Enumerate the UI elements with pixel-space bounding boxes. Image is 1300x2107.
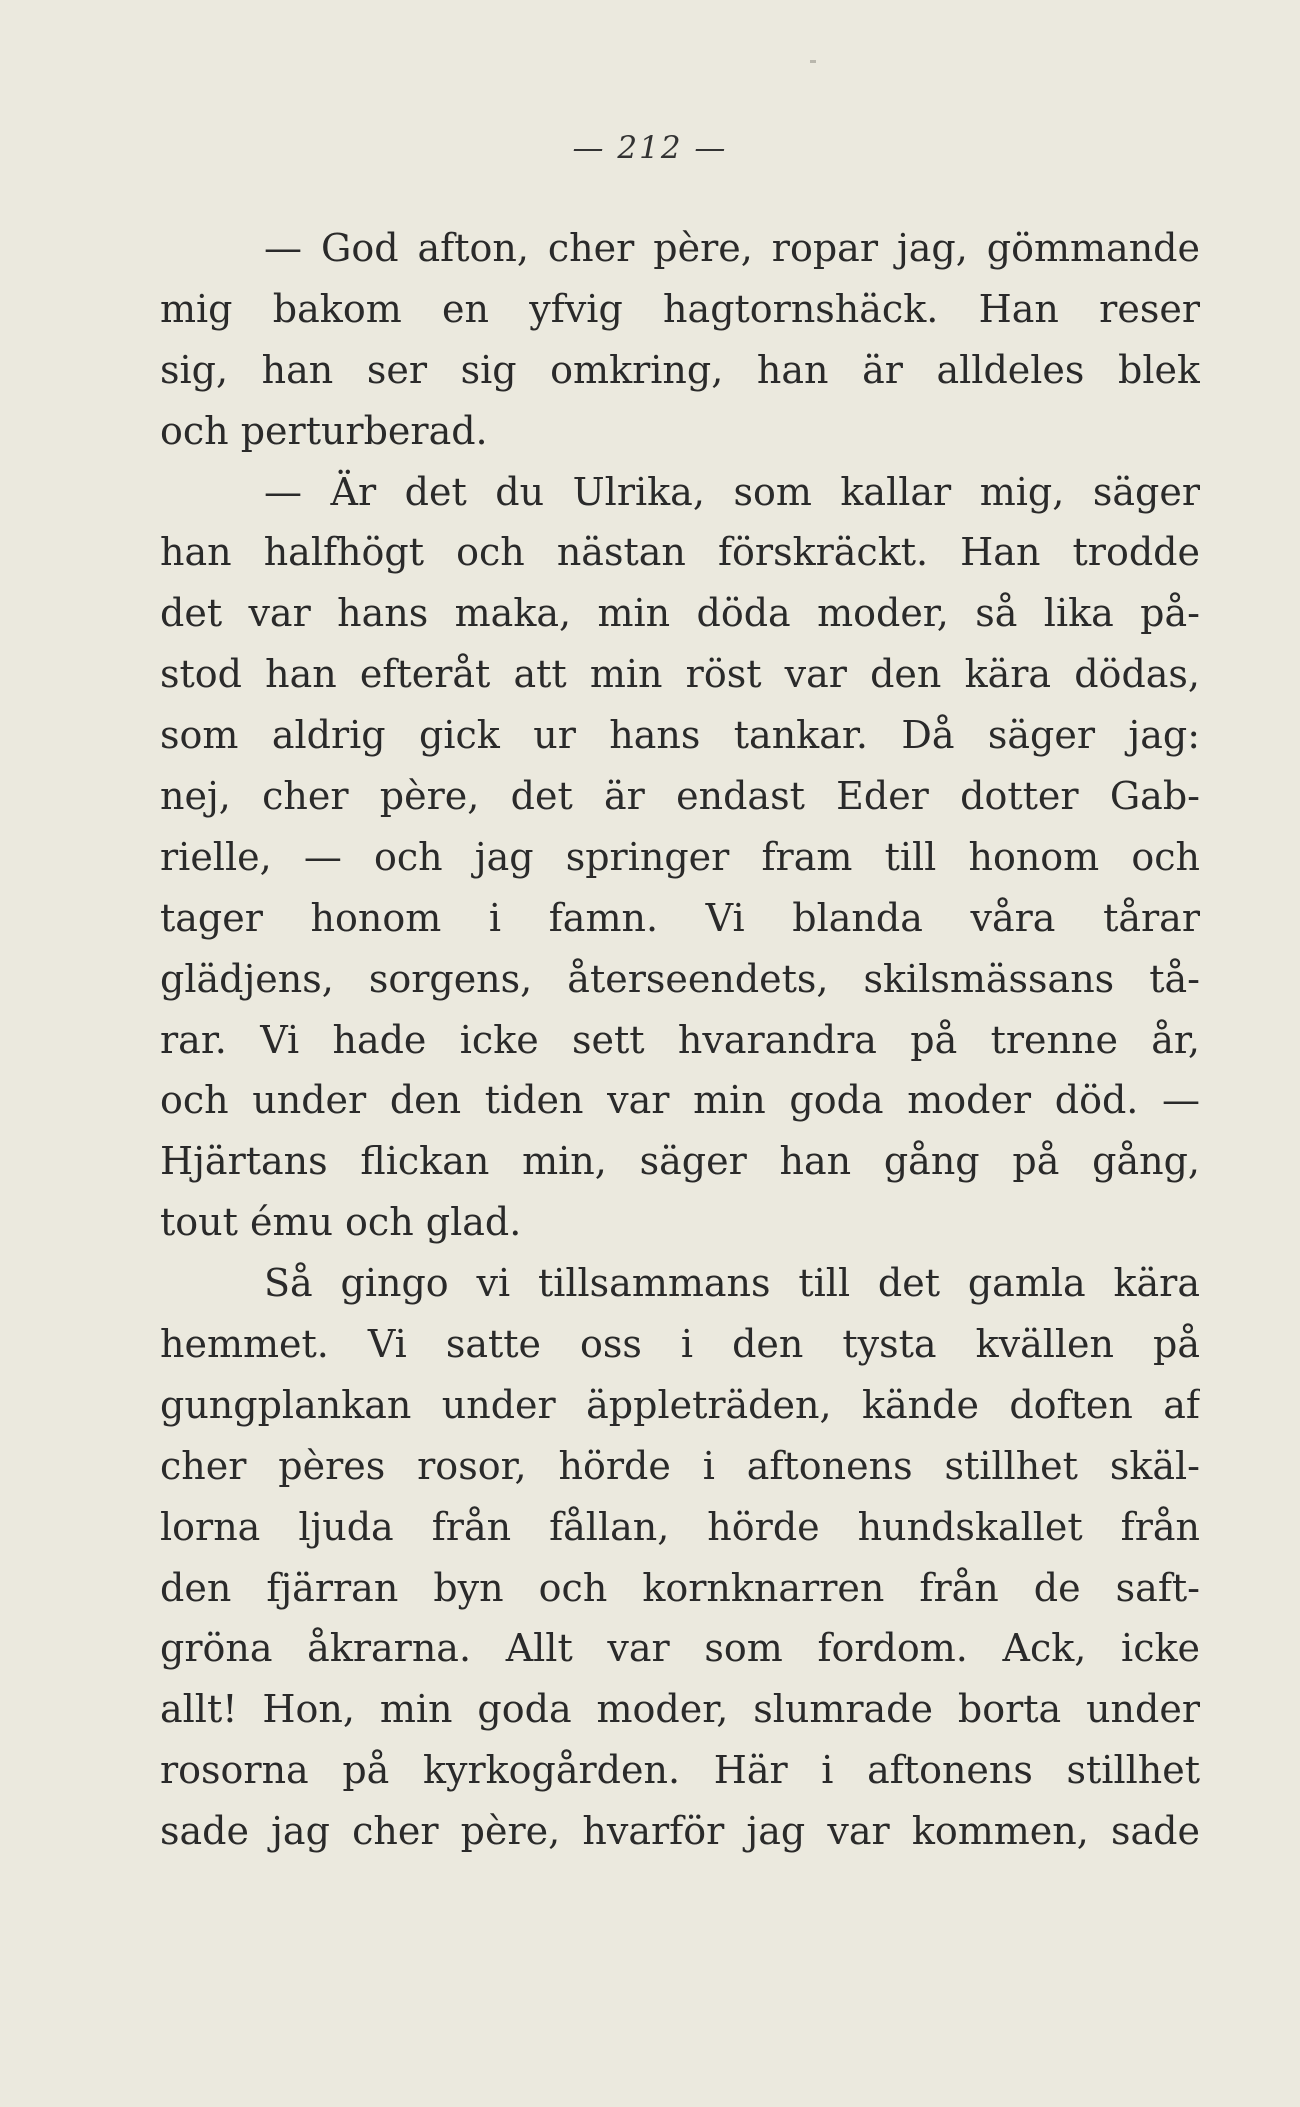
text-line: Hjärtans flickan min, säger han gång på gång, <box>160 1139 1200 1184</box>
text-line: cher pères rosor, hörde i aftonens stillhet skäl- <box>160 1443 1200 1488</box>
text-line: gungplankan under äppleträden, kände doften af <box>160 1382 1200 1427</box>
text-line: lorna ljuda från fållan, hörde hundskallet från <box>160 1504 1200 1549</box>
text-line: allt! Hon, min goda moder, slumrade borta under <box>160 1687 1200 1732</box>
text-line: glädjens, sorgens, återseendets, skilsmässans tå- <box>160 956 1200 1001</box>
body-text <box>160 218 1200 1862</box>
text-line: stod han efteråt att min röst var den kära dödas, <box>160 652 1200 697</box>
text-line: det var hans maka, min döda moder, så lika på- <box>160 591 1200 636</box>
page-number: — 212 — <box>572 130 728 166</box>
text-line: rosorna på kyrkogården. Här i aftonens stillhet <box>160 1748 1200 1793</box>
text-line: rielle, — och jag springer fram till honom och <box>160 834 1200 879</box>
text-line: som aldrig gick ur hans tankar. Då säger jag: <box>160 713 1200 758</box>
paper-speck <box>810 60 816 63</box>
text-line: — God afton, cher père, ropar jag, gömmande <box>264 226 1200 270</box>
text-line: — Är det du Ulrika, som kallar mig, säger <box>264 469 1200 514</box>
text-line: sade jag cher père, hvarför jag var kommen, sade <box>160 1809 1200 1854</box>
text-line: mig bakom en yfvig hagtornshäck. Han reser <box>160 286 1200 331</box>
text-line: gröna åkrarna. Allt var som fordom. Ack, icke <box>160 1626 1200 1671</box>
text-line: hemmet. Vi satte oss i den tysta kvällen på <box>160 1322 1200 1367</box>
text-line: och perturberad. <box>160 408 488 453</box>
text-line: sig, han ser sig omkring, han är alldeles blek <box>160 347 1200 392</box>
text-line: tout ému och glad. <box>160 1200 522 1245</box>
text-line: den fjärran byn och kornknarren från de saft- <box>160 1565 1200 1610</box>
text-line: nej, cher père, det är endast Eder dotter Gab- <box>160 774 1200 819</box>
text-line: och under den tiden var min goda moder död. — <box>160 1078 1200 1123</box>
text-line: rar. Vi hade icke sett hvarandra på trenne år, <box>160 1017 1200 1062</box>
text-line: han halfhögt och nästan förskräckt. Han trodde <box>160 530 1200 575</box>
text-line: Så gingo vi tillsammans till det gamla kära <box>264 1261 1200 1306</box>
text-line: tager honom i famn. Vi blanda våra tårar <box>160 895 1200 940</box>
